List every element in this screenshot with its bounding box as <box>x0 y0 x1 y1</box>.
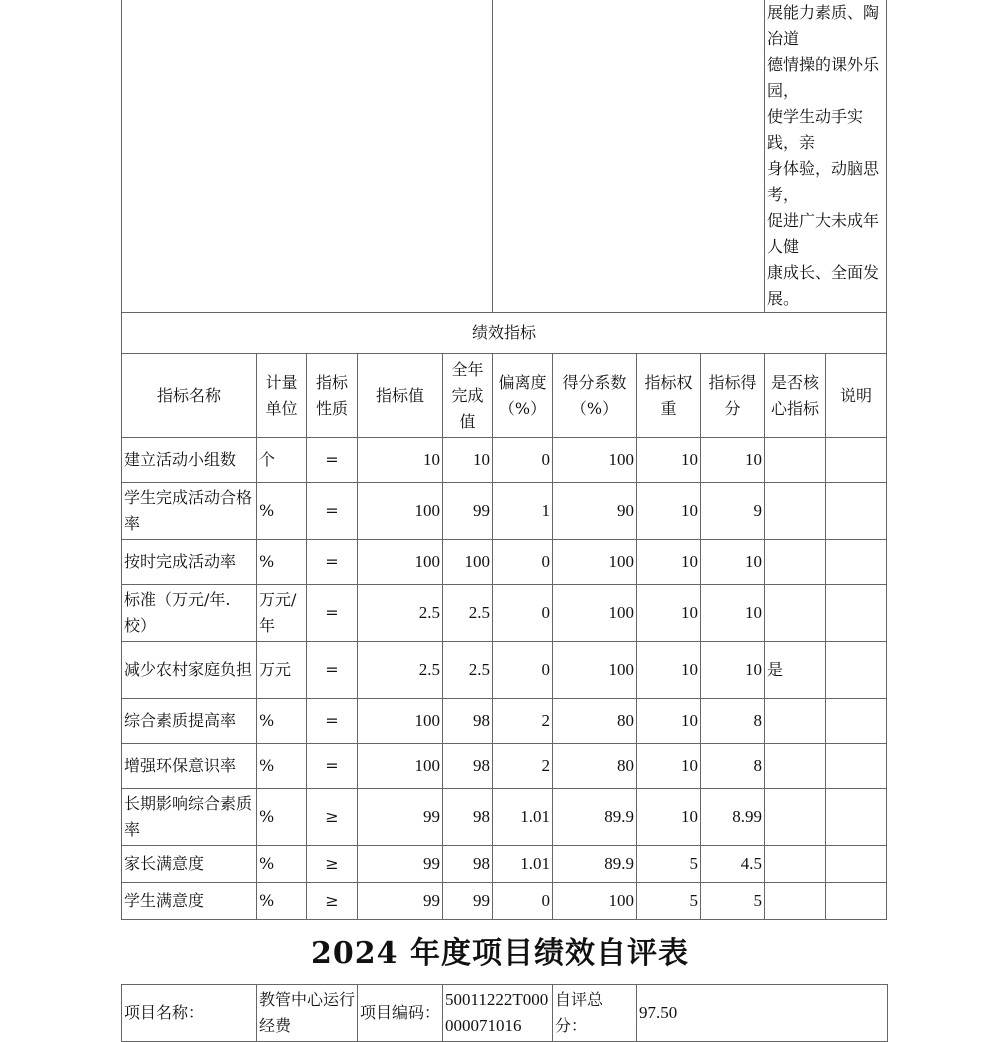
project-name-label: 项目名称： <box>122 985 257 1042</box>
cell-weight: 10 <box>637 744 701 789</box>
cell-target: 2.5 <box>358 585 443 642</box>
description-line: 促进广大未成年人健 <box>767 211 880 256</box>
cell-actual: 98 <box>443 744 493 789</box>
cell-weight: 10 <box>637 789 701 846</box>
cell-score: 10 <box>701 540 765 585</box>
cell-target: 2.5 <box>358 642 443 699</box>
cell-unit: 万元 <box>257 642 307 699</box>
cell-actual: 100 <box>443 540 493 585</box>
cell-weight: 10 <box>637 438 701 483</box>
cell-core <box>765 789 826 846</box>
cell-nature: = <box>307 540 358 585</box>
cell-name: 综合素质提高率 <box>122 699 257 744</box>
column-header-row <box>122 354 887 438</box>
description-cell <box>765 0 887 313</box>
cell-actual: 99 <box>443 483 493 540</box>
cell-core <box>765 585 826 642</box>
section-title-row <box>122 313 887 354</box>
cell-unit: % <box>257 483 307 540</box>
column-header: 得分系数（%） <box>553 354 637 438</box>
cell-target: 99 <box>358 846 443 883</box>
cell-deviation: 1 <box>493 483 553 540</box>
cell-coef: 100 <box>553 883 637 920</box>
cell-coef: 80 <box>553 744 637 789</box>
cell-unit: % <box>257 883 307 920</box>
column-header: 全年完成值 <box>443 354 493 438</box>
cell-name: 按时完成活动率 <box>122 540 257 585</box>
cell-score: 4.5 <box>701 846 765 883</box>
cell-name: 减少农村家庭负担 <box>122 642 257 699</box>
cell-note <box>826 540 887 585</box>
cell-score: 8.99 <box>701 789 765 846</box>
cell-weight: 10 <box>637 642 701 699</box>
cell-actual: 10 <box>443 438 493 483</box>
table-row <box>122 438 887 483</box>
table-row <box>122 540 887 585</box>
empty-cell-b <box>493 0 765 313</box>
cell-score: 8 <box>701 744 765 789</box>
cell-nature: = <box>307 744 358 789</box>
cell-nature: = <box>307 585 358 642</box>
cell-unit: % <box>257 744 307 789</box>
cell-core: 是 <box>765 642 826 699</box>
cell-deviation: 0 <box>493 540 553 585</box>
indicator-rows <box>122 438 887 920</box>
cell-target: 99 <box>358 883 443 920</box>
cell-weight: 10 <box>637 483 701 540</box>
cell-target: 100 <box>358 483 443 540</box>
cell-weight: 5 <box>637 846 701 883</box>
project-code-value: 50011222T000000071016 <box>443 985 553 1042</box>
description-line: 德情操的课外乐园， <box>767 55 880 100</box>
cell-unit: % <box>257 540 307 585</box>
cell-name: 建立活动小组数 <box>122 438 257 483</box>
cell-actual: 2.5 <box>443 585 493 642</box>
project-code-label: 项目编码： <box>358 985 443 1042</box>
cell-coef: 100 <box>553 438 637 483</box>
description-row <box>122 0 887 313</box>
cell-actual: 99 <box>443 883 493 920</box>
column-header: 指标性质 <box>307 354 358 438</box>
cell-score: 10 <box>701 438 765 483</box>
cell-weight: 5 <box>637 883 701 920</box>
self-score-value: 97.50 <box>637 985 888 1042</box>
cell-note <box>826 642 887 699</box>
cell-coef: 100 <box>553 540 637 585</box>
cell-deviation: 0 <box>493 438 553 483</box>
cell-core <box>765 744 826 789</box>
column-header: 指标权重 <box>637 354 701 438</box>
cell-note <box>826 585 887 642</box>
cell-weight: 10 <box>637 540 701 585</box>
cell-note <box>826 883 887 920</box>
cell-unit: 万元/年 <box>257 585 307 642</box>
cell-core <box>765 846 826 883</box>
cell-name: 学生满意度 <box>122 883 257 920</box>
column-header: 计量单位 <box>257 354 307 438</box>
cell-deviation: 0 <box>493 585 553 642</box>
description-text <box>767 0 884 312</box>
cell-note <box>826 483 887 540</box>
section-title: 绩效指标 <box>122 313 887 354</box>
cell-core <box>765 540 826 585</box>
empty-cell-a <box>122 0 493 313</box>
cell-coef: 100 <box>553 585 637 642</box>
cell-deviation: 1.01 <box>493 789 553 846</box>
cell-coef: 89.9 <box>553 846 637 883</box>
description-line: 展能力素质、陶冶道 <box>767 3 880 48</box>
cell-target: 100 <box>358 699 443 744</box>
cell-note <box>826 699 887 744</box>
table-row <box>122 846 887 883</box>
table-row <box>122 642 887 699</box>
table-row <box>122 699 887 744</box>
cell-nature: ≥ <box>307 789 358 846</box>
cell-core <box>765 483 826 540</box>
table-row <box>122 483 887 540</box>
cell-nature: = <box>307 642 358 699</box>
cell-name: 长期影响综合素质率 <box>122 789 257 846</box>
cell-name: 标准（万元/年.校） <box>122 585 257 642</box>
column-header: 是否核心指标 <box>765 354 826 438</box>
cell-note <box>826 846 887 883</box>
column-header: 偏离度（%） <box>493 354 553 438</box>
cell-coef: 80 <box>553 699 637 744</box>
cell-note <box>826 744 887 789</box>
cell-nature: = <box>307 699 358 744</box>
cell-deviation: 2 <box>493 744 553 789</box>
description-line: 身体验，动脑思考， <box>767 159 880 204</box>
cell-name: 增强环保意识率 <box>122 744 257 789</box>
cell-score: 8 <box>701 699 765 744</box>
cell-weight: 10 <box>637 699 701 744</box>
cell-unit: % <box>257 789 307 846</box>
self-score-label: 自评总分： <box>553 985 637 1042</box>
cell-score: 5 <box>701 883 765 920</box>
cell-note <box>826 789 887 846</box>
project-name-value: 教管中心运行经费 <box>257 985 358 1042</box>
cell-weight: 10 <box>637 585 701 642</box>
cell-coef: 90 <box>553 483 637 540</box>
cell-nature: ≥ <box>307 883 358 920</box>
cell-core <box>765 438 826 483</box>
table-row <box>122 883 887 920</box>
cell-unit: 个 <box>257 438 307 483</box>
cell-unit: % <box>257 846 307 883</box>
cell-actual: 98 <box>443 699 493 744</box>
form-title: 2024 年度项目绩效自评表 <box>311 936 689 971</box>
column-header: 指标得分 <box>701 354 765 438</box>
cell-deviation: 0 <box>493 642 553 699</box>
cell-deviation: 2 <box>493 699 553 744</box>
cell-deviation: 0 <box>493 883 553 920</box>
cell-core <box>765 883 826 920</box>
cell-target: 100 <box>358 540 443 585</box>
cell-note <box>826 438 887 483</box>
table-row <box>122 585 887 642</box>
table-row <box>122 744 887 789</box>
cell-nature: ≥ <box>307 846 358 883</box>
cell-target: 100 <box>358 744 443 789</box>
cell-deviation: 1.01 <box>493 846 553 883</box>
column-header: 说明 <box>826 354 887 438</box>
cell-target: 10 <box>358 438 443 483</box>
cell-name: 家长满意度 <box>122 846 257 883</box>
cell-score: 10 <box>701 585 765 642</box>
cell-name: 学生完成活动合格率 <box>122 483 257 540</box>
cell-actual: 98 <box>443 789 493 846</box>
cell-score: 10 <box>701 642 765 699</box>
column-header: 指标值 <box>358 354 443 438</box>
cell-actual: 2.5 <box>443 642 493 699</box>
cell-coef: 89.9 <box>553 789 637 846</box>
project-info-table <box>121 984 888 1042</box>
cell-coef: 100 <box>553 642 637 699</box>
cell-nature: = <box>307 438 358 483</box>
cell-unit: % <box>257 699 307 744</box>
cell-target: 99 <box>358 789 443 846</box>
column-header: 指标名称 <box>122 354 257 438</box>
cell-nature: = <box>307 483 358 540</box>
cell-actual: 98 <box>443 846 493 883</box>
cell-score: 9 <box>701 483 765 540</box>
table-row <box>122 789 887 846</box>
cell-core <box>765 699 826 744</box>
performance-table <box>121 0 887 920</box>
description-line: 使学生动手实践，亲 <box>767 107 864 152</box>
description-line: 康成长、全面发展。 <box>767 263 880 308</box>
